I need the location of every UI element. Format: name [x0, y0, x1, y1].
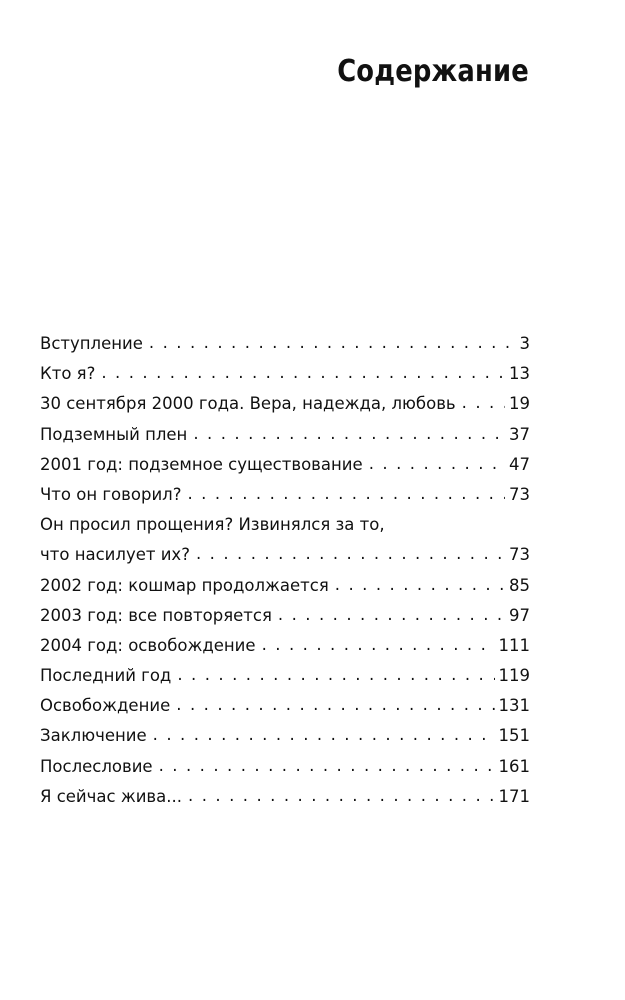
leader-dots — [187, 479, 505, 509]
leader-dots — [159, 751, 495, 781]
toc-entry-label: 30 сентября 2000 года. Вера, надежда, любовь — [40, 394, 456, 414]
toc-entry-label: что насилует их? — [40, 545, 190, 565]
leader-dots — [153, 720, 495, 750]
toc-entry — [40, 329, 530, 359]
toc-entry — [40, 480, 530, 510]
toc-entry-label: Что он говорил? — [40, 484, 182, 504]
toc-entry — [40, 721, 530, 751]
toc-entry-page: 13 — [509, 364, 530, 384]
toc-entry-label: 2004 год: освобождение — [40, 635, 256, 655]
toc-entry — [40, 631, 530, 661]
leader-dots — [278, 600, 505, 630]
toc-entry — [40, 540, 530, 570]
toc-entry — [40, 601, 530, 631]
toc-entry — [40, 661, 530, 691]
toc-entry-page: 111 — [498, 635, 530, 655]
page-title: Содержание — [337, 54, 529, 89]
leader-dots — [176, 690, 494, 720]
toc-entry-page: 161 — [498, 756, 530, 776]
toc-entry-label: Заключение — [40, 726, 147, 746]
toc-entry — [40, 691, 530, 721]
toc-entry-page: 171 — [498, 786, 530, 806]
toc-entry-page: 97 — [509, 605, 530, 625]
toc-entry-page: 3 — [519, 334, 530, 353]
toc-entry — [40, 359, 530, 389]
toc-entry-page: 47 — [509, 454, 530, 474]
leader-dots — [149, 328, 516, 358]
toc-entry — [40, 420, 530, 450]
leader-dots — [101, 358, 505, 388]
toc-entry-page: 131 — [498, 696, 530, 716]
leader-dots — [369, 449, 505, 479]
toc-entry-label: Последний год — [40, 666, 172, 686]
toc-entry — [40, 782, 530, 812]
toc-entry-page: 19 — [509, 394, 530, 414]
toc-entry-label: Я сейчас жива... — [40, 786, 182, 806]
toc-entry-label: Подземный плен — [40, 424, 188, 444]
leader-dots — [177, 660, 494, 690]
leader-dots — [335, 570, 505, 600]
toc-entry-label: 2002 год: кошмар продолжается — [40, 575, 329, 595]
toc-entry-label: Он просил прощения? Извинялся за то, — [40, 515, 385, 535]
toc-entry-page: 119 — [498, 666, 530, 686]
toc-entry-label: Вступление — [40, 334, 143, 353]
toc-entry-label: Послесловие — [40, 756, 153, 776]
toc-entry-label: 2003 год: все повторяется — [40, 605, 272, 625]
toc-entry-page: 73 — [509, 484, 530, 504]
toc-entry-page: 37 — [509, 424, 530, 444]
toc-entry-continued — [40, 510, 530, 540]
toc-entry — [40, 389, 530, 419]
toc-entry-page: 151 — [498, 726, 530, 746]
toc-entry — [40, 752, 530, 782]
leader-dots — [462, 388, 505, 418]
leader-dots — [188, 781, 495, 811]
toc-entry-page: 85 — [509, 575, 530, 595]
toc-entry-label: 2001 год: подземное существование — [40, 454, 363, 474]
leader-dots — [262, 630, 495, 660]
toc-entry-label: Освобождение — [40, 696, 171, 716]
table-of-contents — [40, 329, 530, 812]
toc-entry — [40, 450, 530, 480]
toc-entry — [40, 571, 530, 601]
toc-entry-page: 73 — [509, 545, 530, 565]
leader-dots — [196, 539, 505, 569]
leader-dots — [193, 419, 505, 449]
toc-entry-label: Кто я? — [40, 364, 96, 384]
